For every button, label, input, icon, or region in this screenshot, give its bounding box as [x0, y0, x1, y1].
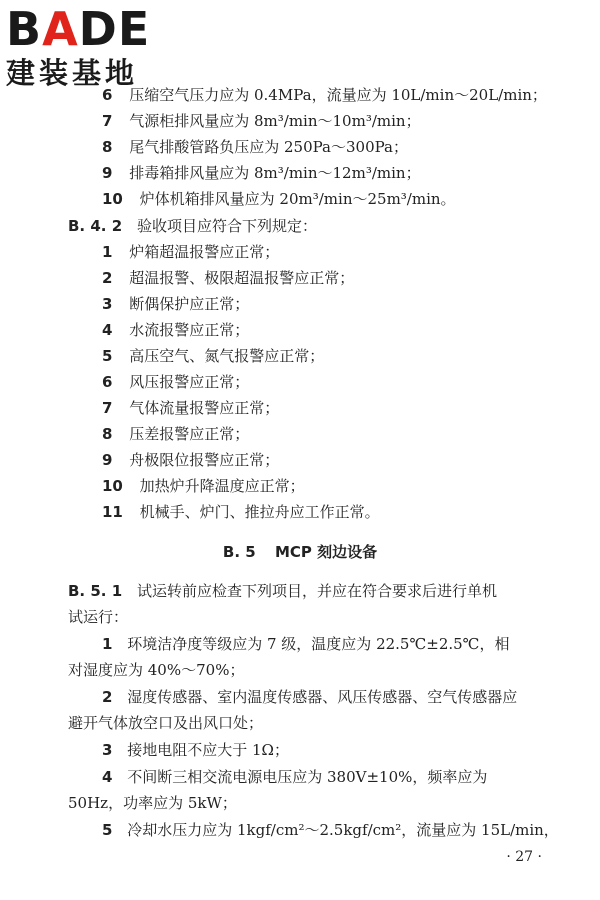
list-item	[102, 268, 354, 288]
logo-subtitle: 建装基地	[6, 56, 139, 90]
item-number: 10	[102, 477, 123, 495]
item-number: 9	[102, 451, 113, 469]
item-text: 冷却水压力应为 1kgf/cm²～2.5kgf/cm²，流量应为 15L/min，	[127, 821, 559, 839]
item-number: 2	[102, 269, 113, 287]
item-text: 环境洁净度等级应为 7 级，温度应为 22.5℃±2.5℃，相	[127, 635, 510, 653]
list-item	[102, 634, 509, 654]
list-item	[102, 424, 249, 444]
list-item	[102, 346, 324, 366]
item-number: 8	[102, 138, 113, 156]
item-text: 水流报警应正常；	[129, 321, 250, 339]
logo-wordmark	[6, 4, 181, 54]
list-item	[102, 502, 380, 522]
item-text: 炉体机箱排风量应为 20m³/min～25m³/min。	[139, 190, 456, 208]
item-text: 压缩空气压力应为 0.4MPa，流量应为 10L/min～20L/min；	[129, 86, 547, 104]
clause-text: 验收项目应符合下列规定：	[136, 217, 317, 235]
item-continuation: 50Hz，功率应为 5kW；	[68, 794, 237, 812]
logo-letter-a: A	[42, 2, 79, 56]
list-item	[102, 294, 249, 314]
item-text: 机械手、炉门、推拉舟应工作正常。	[139, 503, 380, 521]
logo-letters-de: DE	[78, 2, 151, 56]
list-item	[102, 740, 289, 760]
clause-number: B. 5. 1	[68, 582, 123, 600]
clause-b51	[68, 581, 497, 601]
item-number: 11	[102, 503, 123, 521]
item-continuation: 避开气体放空口及出风口处；	[68, 714, 264, 732]
clause-number: B. 4. 2	[68, 217, 123, 235]
logo-letter-b: B	[6, 2, 43, 56]
item-text: 接地电阻不应大于 1Ω；	[127, 741, 289, 759]
list-item	[102, 85, 547, 105]
item-number: 2	[102, 688, 113, 706]
list-item	[102, 820, 559, 840]
item-text: 气源柜排风量应为 8m³/min～10m³/min；	[129, 112, 421, 130]
item-text: 超温报警、极限超温报警应正常；	[129, 269, 355, 287]
clause-b42	[68, 216, 317, 236]
section-title: MCP 刻边设备	[274, 543, 378, 561]
item-number: 6	[102, 373, 113, 391]
item-text: 风压报警应正常；	[129, 373, 250, 391]
item-text: 湿度传感器、室内温度传感器、风压传感器、空气传感器应	[127, 688, 518, 706]
item-text: 不间断三相交流电源电压应为 380V±10%，频率应为	[127, 768, 488, 786]
list-item	[102, 398, 279, 418]
item-text: 高压空气、氮气报警应正常；	[129, 347, 325, 365]
section-number: B. 5	[222, 543, 256, 561]
item-number: 4	[102, 768, 113, 786]
item-number: 8	[102, 425, 113, 443]
item-number: 5	[102, 347, 113, 365]
item-number: 5	[102, 821, 113, 839]
item-number: 7	[102, 112, 113, 130]
list-item	[102, 767, 487, 787]
list-item	[102, 111, 421, 131]
item-number: 6	[102, 86, 113, 104]
bade-logo	[6, 4, 181, 96]
list-item	[102, 320, 249, 340]
item-number: 10	[102, 190, 123, 208]
list-item	[102, 687, 517, 707]
list-item	[102, 137, 408, 157]
item-text: 排毒箱排风量应为 8m³/min～12m³/min；	[129, 164, 421, 182]
item-number: 3	[102, 295, 113, 313]
list-item	[102, 242, 279, 262]
list-item	[102, 189, 456, 209]
item-text: 加热炉升降温度应正常；	[139, 477, 305, 495]
item-text: 断偶保护应正常；	[129, 295, 250, 313]
item-text: 尾气排酸管路负压应为 250Pa～300Pa；	[129, 138, 408, 156]
item-number: 4	[102, 321, 113, 339]
item-number: 3	[102, 741, 113, 759]
item-text: 气体流量报警应正常；	[129, 399, 280, 417]
list-item	[102, 163, 421, 183]
list-item	[102, 372, 249, 392]
list-item	[102, 450, 279, 470]
clause-text: 试运转前应检查下列项目，并应在符合要求后进行单机	[136, 582, 497, 600]
item-text: 炉箱超温报警应正常；	[129, 243, 280, 261]
item-number: 7	[102, 399, 113, 417]
list-item	[102, 476, 305, 496]
section-heading	[0, 542, 600, 562]
page-number: · 27 ·	[506, 849, 542, 865]
clause-continuation: 试运行：	[68, 608, 129, 626]
item-text: 舟极限位报警应正常；	[129, 451, 280, 469]
item-number: 9	[102, 164, 113, 182]
item-number: 1	[102, 635, 113, 653]
item-continuation: 对湿度应为 40%～70%；	[68, 661, 245, 679]
item-text: 压差报警应正常；	[129, 425, 250, 443]
item-number: 1	[102, 243, 113, 261]
